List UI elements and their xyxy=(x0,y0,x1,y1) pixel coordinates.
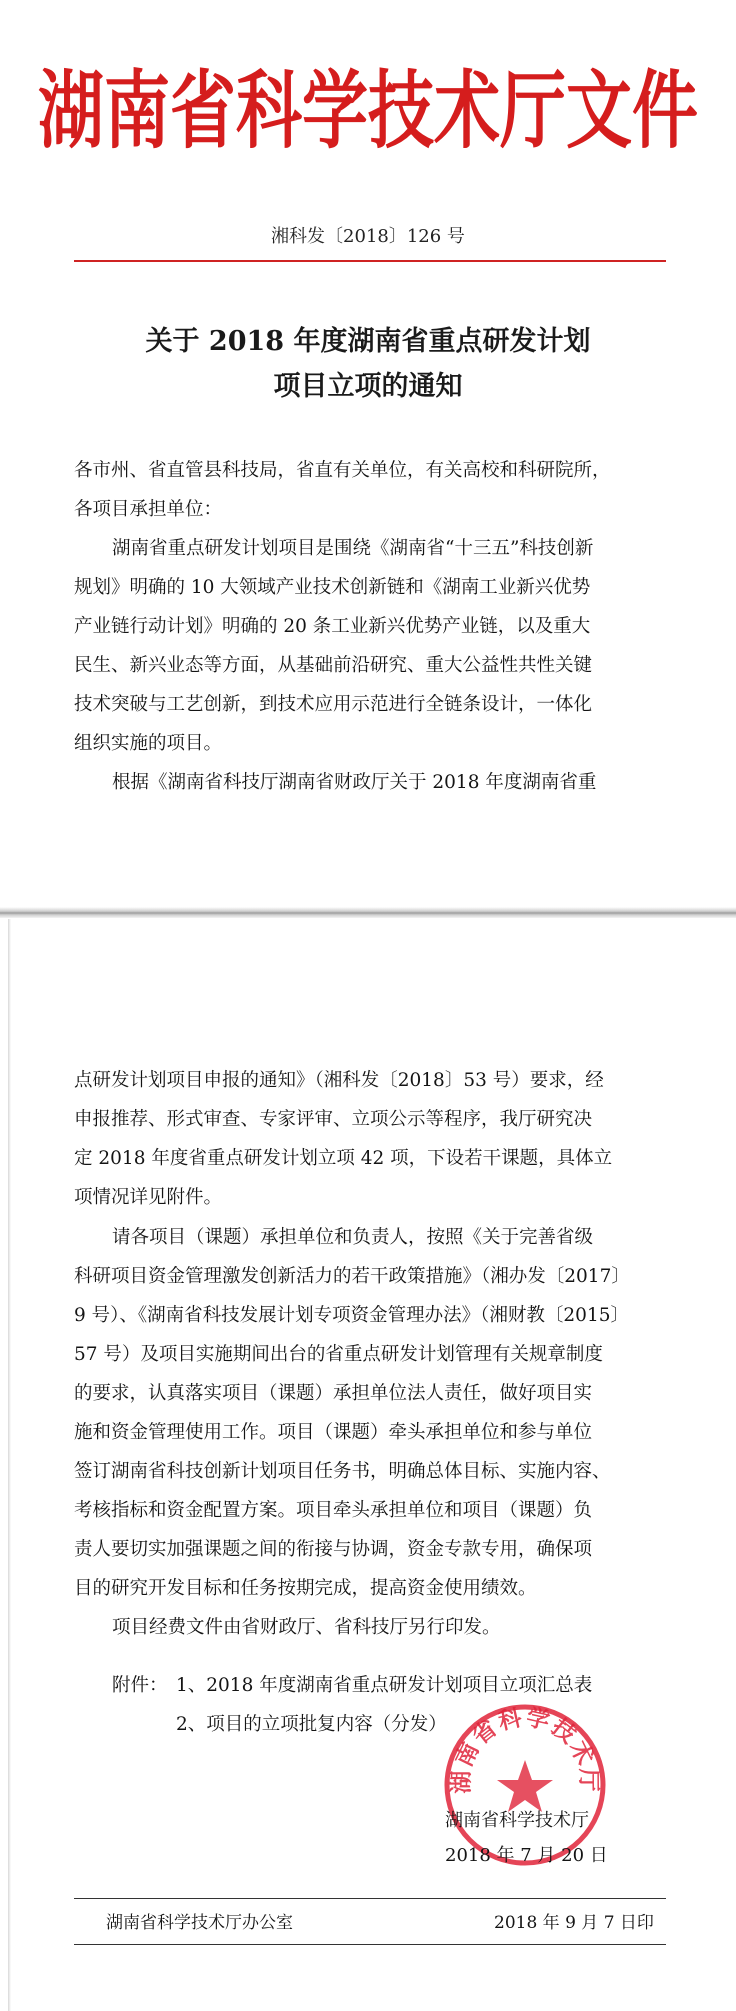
body-line: 目的研究开发目标和任务按期完成，提高资金使用绩效。 xyxy=(74,1578,537,1599)
footer-office: 湖南省科学技术厅办公室 xyxy=(106,1913,293,1933)
notice-title-line-1: 关于 2018 年度湖南省重点研发计划 xyxy=(145,326,591,357)
body-line: 申报推荐、形式审查、专家评审、立项公示等程序，我厅研究决 xyxy=(74,1109,593,1130)
document-masthead: 湖南省科学技术厅文件 xyxy=(38,62,698,161)
body-line: 湖南省重点研发计划项目是围绕《湖南省“十三五”科技创新 xyxy=(112,538,594,559)
body-line: 点研发计划项目申报的通知》（湘科发〔2018〕53 号）要求，经 xyxy=(74,1070,604,1091)
body-line: 签订湖南省科技创新计划项目任务书，明确总体目标、实施内容、 xyxy=(74,1461,611,1482)
attachments-label: 附件： xyxy=(112,1675,168,1696)
body-line: 责人要切实加强课题之间的衔接与协调，资金专款专用，确保项 xyxy=(74,1539,593,1560)
body-line: 规划》明确的 10 大领域产业技术创新链和《湖南工业新兴优势 xyxy=(74,577,591,598)
body-line: 施和资金管理使用工作。项目（课题）牵头承担单位和参与单位 xyxy=(74,1422,593,1443)
attachment-item: 2、项目的立项批复内容（分发） xyxy=(176,1714,447,1735)
attachment-item: 1、2018 年度湖南省重点研发计划项目立项汇总表 xyxy=(176,1675,593,1696)
seal-text: 湖南省科学技术厅 xyxy=(448,1704,602,1794)
body-line: 各市州、省直管县科技局，省直有关单位，有关高校和科研院所， xyxy=(74,460,611,481)
signature-date: 2018 年 7 月 20 日 xyxy=(445,1845,608,1866)
body-line: 组织实施的项目。 xyxy=(74,733,223,754)
footer-rule-top xyxy=(74,1898,666,1899)
body-line: 项情况详见附件。 xyxy=(74,1187,223,1208)
notice-title-line-2: 项目立项的通知 xyxy=(273,371,463,402)
page-edge-shadow xyxy=(8,919,11,2011)
body-line: 各项目承担单位： xyxy=(74,499,223,520)
document-number: 湘科发〔2018〕126 号 xyxy=(271,226,465,247)
header-red-rule xyxy=(74,260,666,262)
body-line: 请各项目（课题）承担单位和负责人，按照《关于完善省级 xyxy=(112,1227,594,1248)
body-line: 考核指标和资金配置方案。项目牵头承担单位和项目（课题）负 xyxy=(74,1500,593,1521)
body-line: 57 号）及项目实施期间出台的省重点研发计划管理有关规章制度 xyxy=(74,1344,603,1365)
body-line: 的要求，认真落实项目（课题）承担单位法人责任，做好项目实 xyxy=(74,1383,593,1404)
body-line: 定 2018 年度省重点研发计划立项 42 项，下设若干课题，具体立 xyxy=(74,1148,613,1169)
footer-print-date: 2018 年 9 月 7 日印 xyxy=(494,1913,654,1933)
body-line: 产业链行动计划》明确的 20 条工业新兴优势产业链，以及重大 xyxy=(74,616,591,637)
signature-org: 湖南省科学技术厅 xyxy=(445,1810,589,1831)
body-line: 科研项目资金管理激发创新活力的若干政策措施》（湘办发〔2017〕 xyxy=(74,1266,630,1287)
body-line: 根据《湖南省科技厅湖南省财政厅关于 2018 年度湖南省重 xyxy=(112,772,597,793)
body-line: 民生、新兴业态等方面，从基础前沿研究、重大公益性共性关键 xyxy=(74,655,593,676)
body-line: 9 号）、《湖南省科技发展计划专项资金管理办法》（湘财教〔2015〕 xyxy=(74,1305,629,1326)
body-line: 项目经费文件由省财政厅、省科技厅另行印发。 xyxy=(112,1617,501,1638)
body-line: 技术突破与工艺创新，到技术应用示范进行全链条设计，一体化 xyxy=(74,694,593,715)
footer-rule-bottom xyxy=(74,1944,666,1945)
